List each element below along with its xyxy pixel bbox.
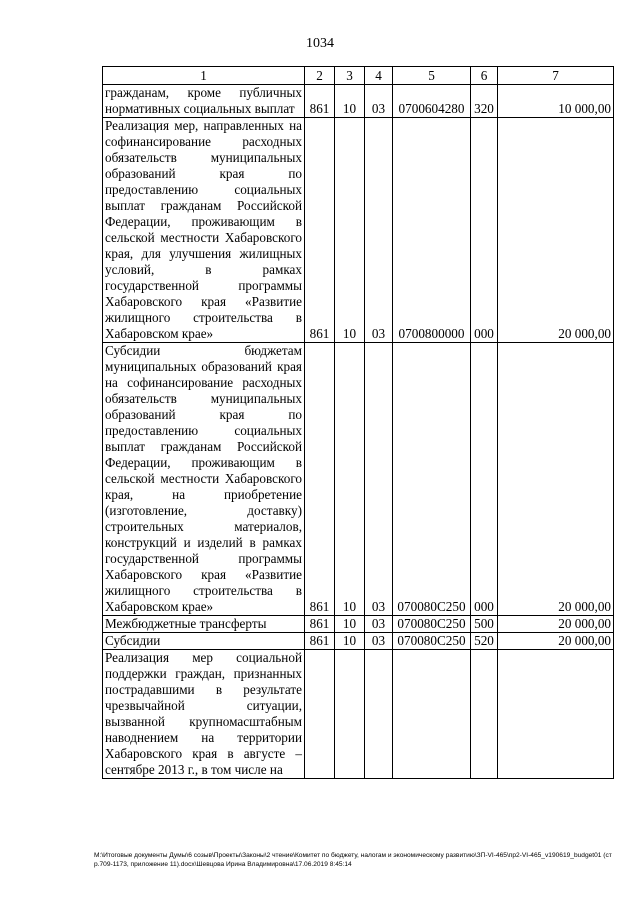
row-name: гражданам, кроме публичных нормативных социальных выплат [103, 85, 305, 118]
table-row [103, 633, 614, 650]
table-row [103, 343, 614, 616]
row-amount: 10 000,00 [498, 85, 614, 118]
row-name: Субсидии [103, 633, 305, 650]
table-row [103, 118, 614, 343]
column-header: 5 [393, 67, 471, 85]
column-header: 2 [305, 67, 335, 85]
row-name: Межбюджетные трансферты [103, 616, 305, 633]
row-code-5: 0700604280 [393, 85, 471, 118]
table-row [103, 85, 614, 118]
row-code-5 [393, 650, 471, 779]
row-amount: 20 000,00 [498, 616, 614, 633]
row-code-5: 070080С250 [393, 616, 471, 633]
row-code-2: 861 [305, 633, 335, 650]
row-code-3: 10 [335, 118, 365, 343]
table-header-row [103, 67, 614, 85]
row-code-2 [305, 650, 335, 779]
row-amount: 20 000,00 [498, 343, 614, 616]
row-code-4: 03 [365, 633, 393, 650]
row-code-6: 500 [471, 616, 498, 633]
row-code-5: 070080С250 [393, 343, 471, 616]
row-name: Реализация мер социальной поддержки граждан, признанных пострадавшими в результате чрезвычайной ситуации, вызванной крупномасштабным наводнением на территории Хабаровского края в августе – сентябре 2013 г., в том числе на [103, 650, 305, 779]
row-code-5: 0700800000 [393, 118, 471, 343]
column-header: 1 [103, 67, 305, 85]
column-header: 7 [498, 67, 614, 85]
row-amount: 20 000,00 [498, 118, 614, 343]
row-code-3: 10 [335, 343, 365, 616]
row-code-6: 520 [471, 633, 498, 650]
row-code-4: 03 [365, 616, 393, 633]
row-code-4 [365, 650, 393, 779]
row-code-2: 861 [305, 343, 335, 616]
row-code-4: 03 [365, 118, 393, 343]
table-row [103, 650, 614, 779]
column-header: 4 [365, 67, 393, 85]
row-code-3: 10 [335, 616, 365, 633]
budget-table [102, 66, 614, 779]
row-code-2: 861 [305, 118, 335, 343]
table-row [103, 616, 614, 633]
row-name: Субсидии бюджетам муниципальных образований края на софинансирование расходных обязательств муниципальных образований края по предоставлению социальных выплат гражданам Российской Федерации, проживающим в сельской местности Хабаровского края, на приобретение (изготовление, доставку) строительных материалов, конструкций и изделий в рамках государственной программы Хабаровского края «Развитие жилищного строительства в Хабаровском крае» [103, 343, 305, 616]
row-code-6: 000 [471, 343, 498, 616]
row-code-6: 320 [471, 85, 498, 118]
row-code-3: 10 [335, 633, 365, 650]
column-header: 3 [335, 67, 365, 85]
row-code-3: 10 [335, 85, 365, 118]
row-code-3 [335, 650, 365, 779]
row-code-4: 03 [365, 85, 393, 118]
row-code-6 [471, 650, 498, 779]
row-code-6: 000 [471, 118, 498, 343]
row-code-4: 03 [365, 343, 393, 616]
document-path-footer: М:\Итоговые документы Думы\6 созыв\Проекты\Законы\2 чтение\Комитет по бюджету, налогам и экономическому развитию\ЗП-VI-465\пр2-VI-465_v190619_budget01 (стр.709-1173, приложение 11).docx\Шевцова Ирина Владимировна\17.06.2019 8:45:14 [94, 852, 612, 868]
row-code-5: 070080С250 [393, 633, 471, 650]
row-name: Реализация мер, направленных на софинансирование расходных обязательств муниципальных образований края по предоставлению социальных выплат гражданам Российской Федерации, проживающим в сельской местности Хабаровского края, для улучшения жилищных условий, в рамках государственной программы Хабаровского края «Развитие жилищного строительства в Хабаровском крае» [103, 118, 305, 343]
row-code-2: 861 [305, 85, 335, 118]
column-header: 6 [471, 67, 498, 85]
page-number: 1034 [306, 36, 334, 51]
row-amount: 20 000,00 [498, 633, 614, 650]
row-amount [498, 650, 614, 779]
row-code-2: 861 [305, 616, 335, 633]
